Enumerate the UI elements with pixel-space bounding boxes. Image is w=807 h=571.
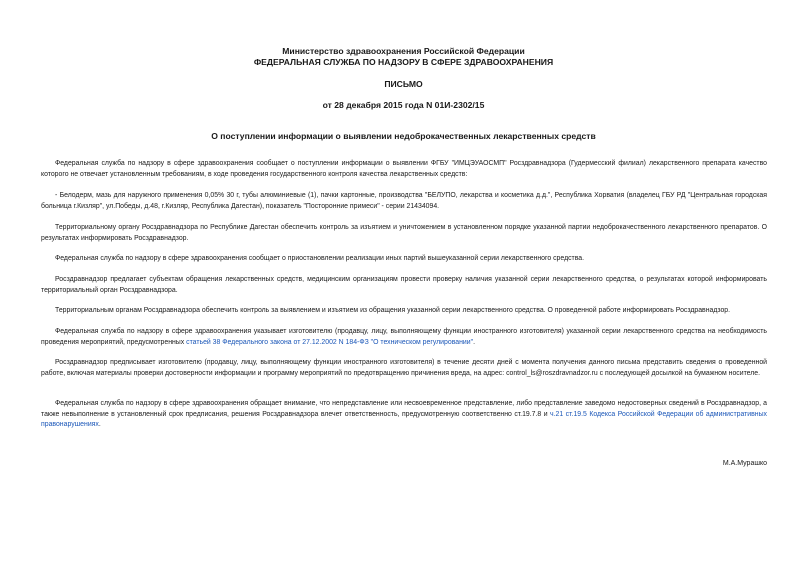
paragraph-1-text: Федеральная служба по надзору в сфере здравоохранения сообщает о поступлении информации о выявлении ФГБУ "ИМЦЭУАОСМП" Росздравнадзора (Гудермесский филиал) лекарственного препарата качество которого не отвечает установленным требованиям, в ходе проведения государственного контроля качества лекарственных средств: xyxy=(41,160,767,178)
document-type: ПИСЬМО xyxy=(384,79,423,89)
paragraph-6-text: Территориальным органам Росздравнадзора обеспечить контроль за выявлением и изъятием из обращения указанной серии лекарственного средства. О проведенной работе информировать Росздравнадзор. xyxy=(55,307,731,314)
paragraph-7-tail: . xyxy=(473,338,475,346)
paragraph-6 xyxy=(41,306,767,317)
paragraph-2-text: - Белодерм, мазь для наружного применения 0,05% 30 г, тубы алюминиевые (1), пачки картонные, производства "БЕЛУПО, лекарства и косметика д.д.", Республика Хорватия (владелец ГБУ РД "Центральная городская больница г.Кизляр", ул.Победы, д.48, г.Кизляр, Республика Дагестан), показатель "Посторонние примеси" - серии 21434094. xyxy=(41,192,767,210)
paragraph-5 xyxy=(41,275,767,296)
paragraph-9-lead: Федеральная служба по надзору в сфере здравоохранения обращает внимание, что непредставление или несвоевременное представление, либо представление заведомо недостоверных сведений в Росздравнадзор, а также невыполнение в установленный срок предписания, решения Росздравнадзора влечет ответственность, предусмотренную соответственно ст.19.7.8 и xyxy=(41,400,767,418)
paragraph-3-text: Территориальному органу Росздравнадзора по Республике Дагестан обеспечить контроль за изъятием и уничтожением в установленном порядке указанной партии недоброкачественного лекарственного препаратов. О результатах информировать Росздравнадзор. xyxy=(41,224,767,242)
ministry-title: Министерство здравоохранения Российской Федерации xyxy=(282,46,525,56)
paragraph-5-text: Росздравнадзор предлагает субъектам обращения лекарственных средств, медицинским организациям провести проверку наличия указанной серии лекарственного средства, о результатах которой информировать территориальный орган Росздравнадзора. xyxy=(41,276,767,294)
paragraph-4-text: Федеральная служба по надзору в сфере здравоохранения сообщает о приостановлении реализации иных партий вышеуказанной серии лекарственного средства. xyxy=(55,255,585,262)
paragraph-9 xyxy=(41,399,767,431)
admin-code-link[interactable]: ч.21 ст.19.5 Кодекса Российской Федерации об административных правонарушениях xyxy=(41,410,767,429)
document-subject: О поступлении информации о выявлении недоброкачественных лекарственных средств xyxy=(211,131,596,141)
paragraph-7-text xyxy=(41,327,767,348)
paragraph-8 xyxy=(41,358,767,379)
paragraph-7-lead: Федеральная служба по надзору в сфере здравоохранения указывает изготовителю (продавцу, лицу, выполняющему функции иностранного изготовителя) указанной серии лекарственного средства на необходимость проведения мероприятий, предусмотренных xyxy=(41,328,767,346)
paragraph-8-text: Росздравнадзор предписывает изготовителю (продавцу, лицу, выполняющему функции иностранного изготовителя) в течение десяти дней с момента получения данного письма представить сведения о проведенной работе, включая материалы проверки достоверности информации и программу мероприятий по предотвращению причинения вреда, на адрес: control_ls@roszdravnadzor.ru с последующей досылкой на бумажном носителе. xyxy=(41,359,767,377)
service-title: ФЕДЕРАЛЬНАЯ СЛУЖБА ПО НАДЗОРУ В СФЕРЕ ЗДРАВООХРАНЕНИЯ xyxy=(253,57,554,67)
signature: М.А.Мурашко xyxy=(722,460,767,467)
paragraph-7 xyxy=(41,327,767,348)
paragraph-9-tail: . xyxy=(98,421,101,429)
paragraph-2 xyxy=(41,191,767,212)
document-date-number: от 28 декабря 2015 года N 01И-2302/15 xyxy=(322,100,485,110)
paragraph-3 xyxy=(41,223,767,244)
paragraph-9-text xyxy=(41,399,767,431)
federal-law-184-link[interactable]: статьей 38 Федерального закона от 27.12.2002 N 184-ФЗ "О техническом регулировании" xyxy=(186,338,474,346)
paragraph-1 xyxy=(41,159,767,180)
paragraph-4 xyxy=(41,254,767,265)
